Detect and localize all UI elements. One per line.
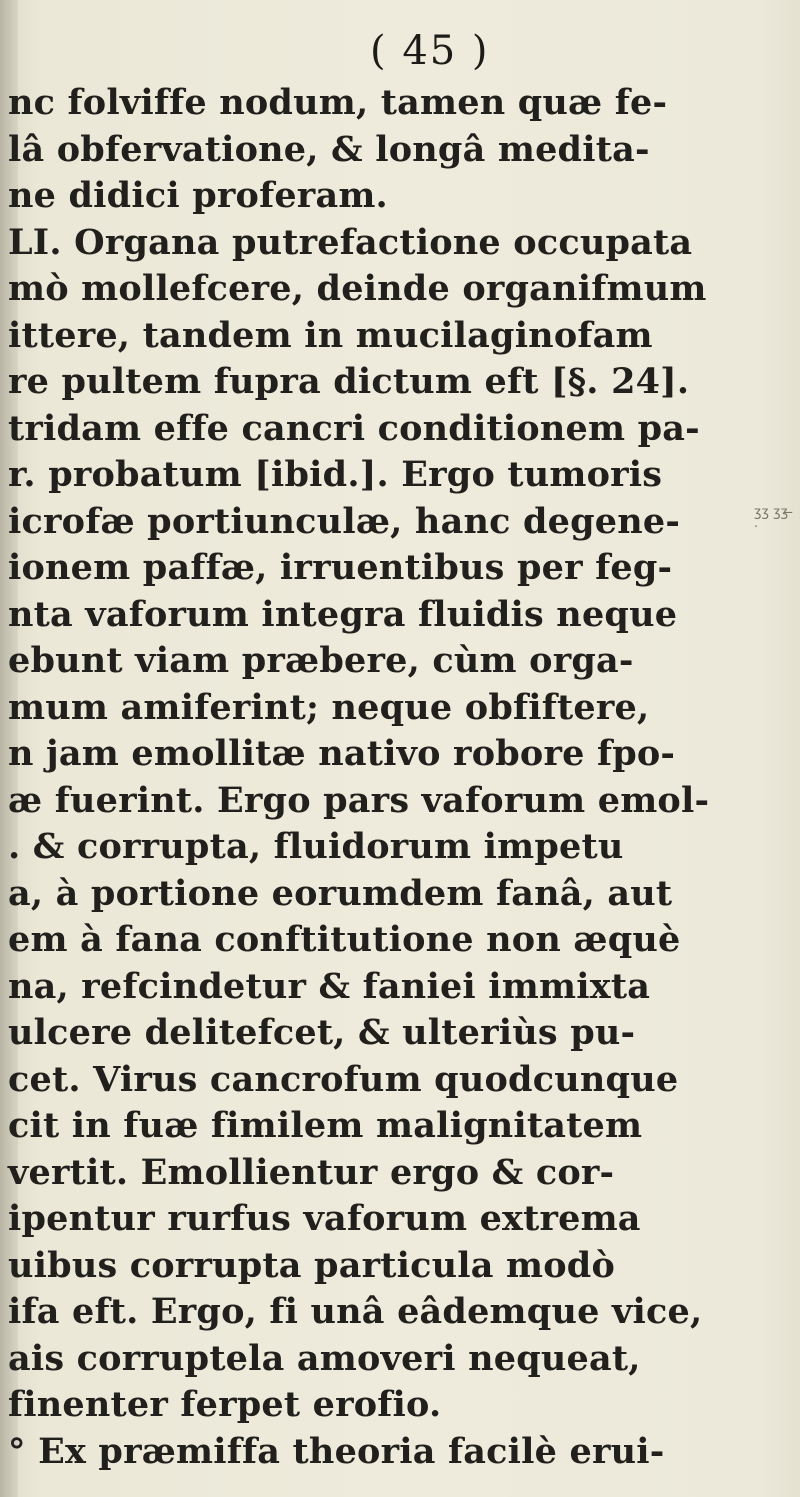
text-line: æ fuerint. Ergo pars vaforum emol- [8,779,710,821]
text-line: ulcere delitefcet, & ulteriùs pu- [8,1012,636,1053]
text-line: mò mollefcere, deinde organifmum [8,268,707,309]
text-line: tridam effe cancri conditionem pa- [8,407,700,449]
text-line: ionem paffæ, irruentibus per feg- [8,547,673,588]
text-line: . & corrupta, fluidorum impetu [8,826,624,867]
text-line: icrofæ portiunculæ, hanc degene- [8,500,681,542]
text-line: ais corruptela amoveri nequeat, [8,1337,641,1379]
text-line: finenter ferpet erofio. [8,1384,442,1425]
text-line: mum amiferint; neque obfiftere, [8,686,650,728]
text-line: ° Ex præmiffa theoria facilè erui- [8,1430,665,1472]
text-line: cit in fuæ fimilem malignitatem [8,1105,643,1146]
text-line: lâ obfervatione, & longâ medita- [8,128,650,170]
page-number: ( 45 ) [370,28,490,74]
text-line: ne didici proferam. [8,175,388,216]
text-line: nta vaforum integra fluidis neque [8,593,678,635]
text-line: n jam emollitæ nativo robore fpo- [8,733,676,774]
text-line: ipentur rurfus vaforum extrema [8,1198,641,1239]
text-line: a, à portione eorumdem fanâ, aut [8,872,673,914]
text-line: cet. Virus cancrofum quodcunque [8,1058,679,1100]
text-line: nc folviffe nodum, tamen quæ fe- [8,82,668,123]
text-line: vertit. Emollientur ergo & cor- [8,1151,615,1193]
text-line: ifa eft. Ergo, fi unâ eâdemque vice, [8,1291,703,1332]
body-text [8,80,798,1475]
text-line: ittere, tandem in mucilaginofam [8,314,653,356]
text-line: LI. Organa putrefactione occupata [8,221,693,263]
text-line: r. probatum [ibid.]. Ergo tumoris [8,454,663,495]
text-line: ebunt viam præbere, cùm orga- [8,640,634,681]
text-line: na, refcindetur & faniei immixta [8,965,651,1007]
text-line: em à fana conftitutione non æquè [8,919,681,960]
text-line: uibus corrupta particula modò [8,1244,616,1286]
margin-mark: ʒʒ ʒʒ ̶ · [754,505,793,535]
text-line: re pultem fupra dictum eft [§. 24]. [8,361,690,402]
